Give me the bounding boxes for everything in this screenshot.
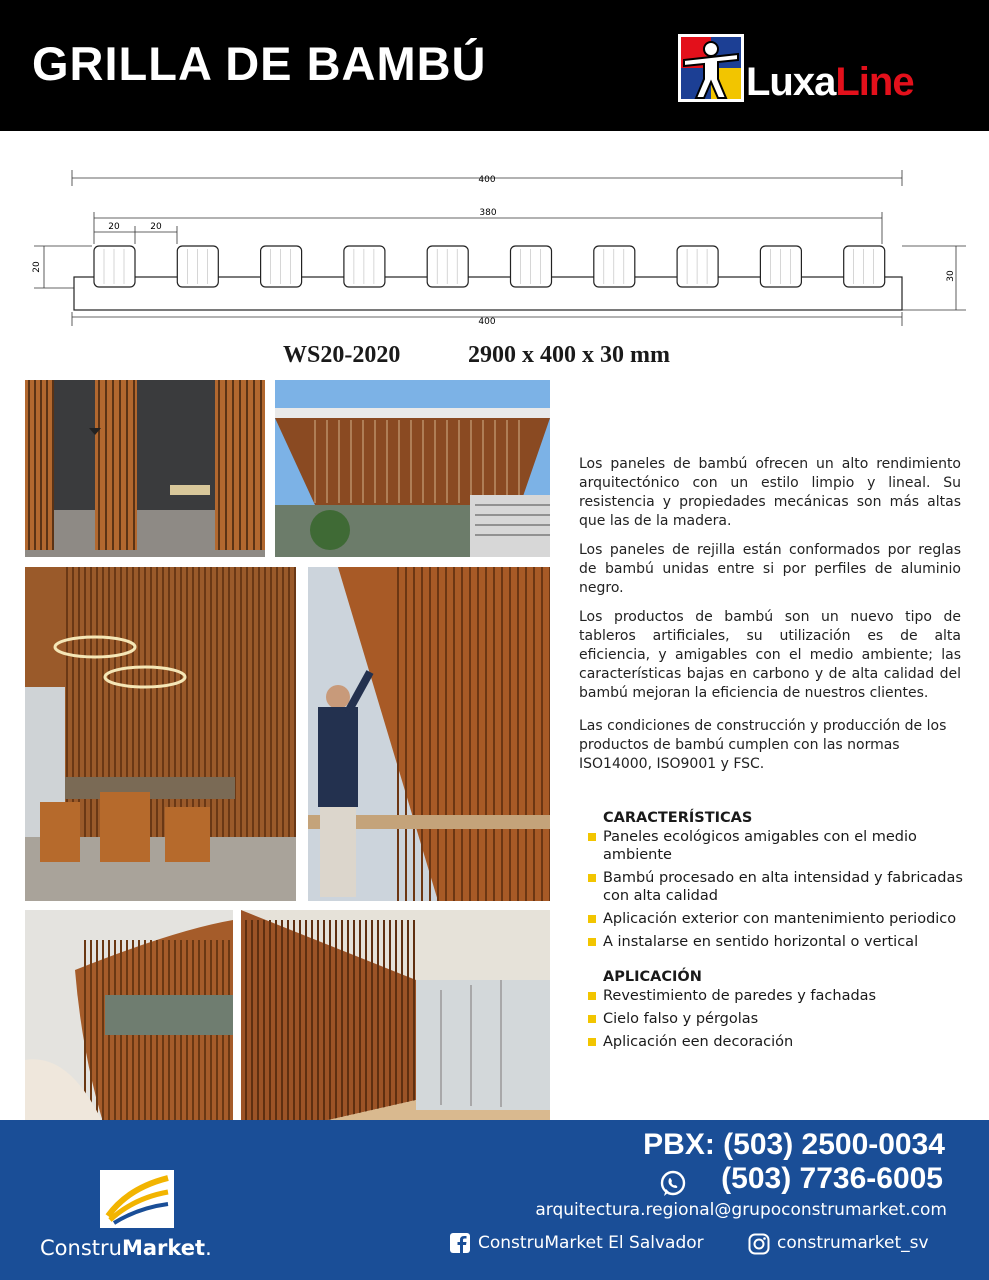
slat-profile (511, 246, 552, 287)
bullet-icon (588, 938, 596, 946)
dim-thickness: 30 (946, 270, 956, 282)
instagram-icon (748, 1233, 770, 1255)
application-title: APLICACIÓN (603, 969, 702, 985)
dim-total-top: 400 (478, 175, 496, 185)
feature-item: Bambú procesado en alta intensidad y fabricadas con alta calidad (587, 869, 977, 905)
features-section (587, 810, 977, 956)
bullet-icon (588, 1015, 596, 1023)
photo-partition-screens (25, 380, 265, 557)
construmarket-wordmark: ConstruMarket. (40, 1236, 212, 1260)
slat-profile (344, 246, 385, 287)
feature-item: A instalarse en sentido horizontal o vertical (587, 933, 977, 951)
instagram-link[interactable]: construmarket_sv (777, 1233, 929, 1253)
photo-meeting-room (25, 567, 296, 901)
description-paragraph: Las condiciones de construcción y producción de los productos de bambú cumplen con las normas ISO14000, ISO9001 y FSC. (579, 718, 947, 772)
slat-profile (177, 246, 218, 287)
description-paragraph: Los paneles de rejilla están conformados por reglas de bambú unidas entre si por perfiles de aluminio negro. (579, 542, 961, 596)
luxaline-mark-icon (678, 34, 744, 102)
slat-profile (427, 246, 468, 287)
facebook-link[interactable]: ConstruMarket El Salvador (478, 1233, 704, 1253)
features-title: CARACTERÍSTICAS (603, 810, 753, 826)
luxaline-wordmark: LuxaLine (746, 60, 914, 104)
dim-slat-height: 20 (32, 261, 42, 273)
dim-total-bottom: 400 (478, 317, 496, 327)
feature-item: Aplicación exterior con mantenimiento periodico (587, 910, 977, 928)
construmarket-logo-icon (98, 1168, 176, 1230)
application-item: Cielo falso y pérgolas (587, 1010, 977, 1028)
slat-profile (677, 246, 718, 287)
dim-gap: 20 (150, 222, 162, 232)
product-dimensions: 2900 x 400 x 30 mm (468, 342, 670, 368)
bullet-icon (588, 915, 596, 923)
slat-profile (594, 246, 635, 287)
bullet-icon (588, 833, 596, 841)
bullet-icon (588, 874, 596, 882)
feature-item: Paneles ecológicos amigables con el medio ambiente (587, 828, 977, 864)
contact-email[interactable]: arquitectura.regional@grupoconstrumarket.com (535, 1200, 947, 1220)
slat-profile (94, 246, 135, 287)
luxaline-logo (678, 34, 968, 106)
application-item: Revestimiento de paredes y fachadas (587, 987, 977, 1005)
pbx-phone[interactable]: PBX: (503) 2500-0034 (643, 1128, 945, 1161)
page-title: GRILLA DE BAMBÚ (32, 37, 487, 90)
slat-profile (844, 246, 885, 287)
facebook-icon (450, 1233, 470, 1253)
whatsapp-icon (658, 1169, 688, 1199)
slat-profile (261, 246, 302, 287)
slat-profile (760, 246, 801, 287)
application-section (587, 969, 977, 1056)
bullet-icon (588, 1038, 596, 1046)
bullet-icon (588, 992, 596, 1000)
description-paragraph: Los paneles de bambú ofrecen un alto rendimiento arquitectónico con un estilo limpio y lineal. Su resistencia y propiedades mecánicas son más altas que las de la madera. (579, 456, 961, 529)
product-model: WS20-2020 (283, 342, 401, 368)
profile-technical-drawing (20, 160, 980, 340)
description-paragraph: Los productos de bambú son un nuevo tipo de tableros artificiales, su utilización es de alta eficiencia, y amigables con el medio ambiente; las características bajas en carbono y de alta calidad del bambú mejoran la eficiencia de nuestros clientes. (579, 609, 961, 701)
dim-span: 380 (479, 208, 497, 218)
photo-pergola (275, 380, 550, 557)
application-item: Aplicación een decoración (587, 1033, 977, 1051)
whatsapp-phone[interactable]: (503) 7736-6005 (721, 1162, 943, 1195)
description-text (579, 455, 961, 784)
photo-installer (308, 567, 550, 901)
dim-slat-width: 20 (108, 222, 120, 232)
